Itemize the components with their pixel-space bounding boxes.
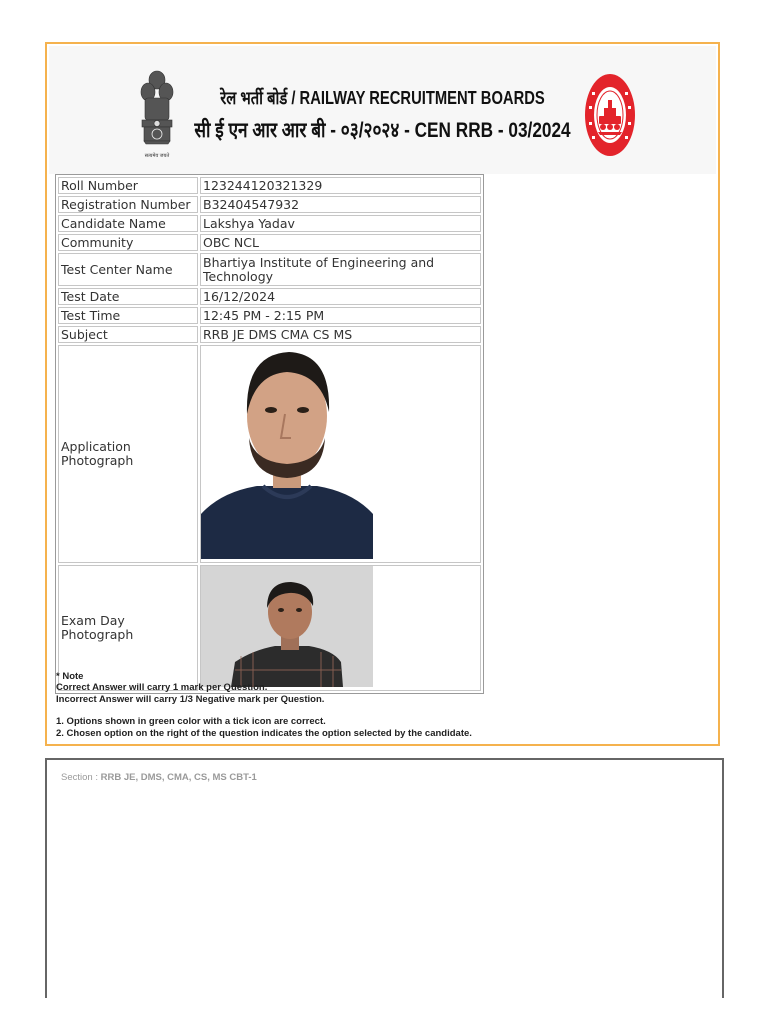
- row-label: Community: [58, 234, 198, 251]
- notes-line: Correct Answer will carry 1 mark per Question.: [56, 682, 268, 694]
- emblem-motto: सत्यमेव जयते: [144, 153, 170, 159]
- header-banner: [49, 46, 716, 174]
- row-label: Registration Number: [58, 196, 198, 213]
- notes-line: Incorrect Answer will carry 1/3 Negative mark per Question.: [56, 693, 325, 705]
- section-label: Section :: [61, 772, 98, 783]
- application-photo-label: Application Photograph: [58, 345, 198, 563]
- table-row: [58, 234, 481, 251]
- section-name: RRB JE, DMS, CMA, CS, MS CBT-1: [100, 772, 257, 783]
- subject-value: RRB JE DMS CMA CS MS: [200, 326, 481, 343]
- candidate-details-table: [55, 174, 484, 694]
- table-row: [58, 288, 481, 305]
- section-title: [61, 772, 257, 783]
- row-label: Test Time: [58, 307, 198, 324]
- notes-heading: * Note: [56, 671, 84, 682]
- row-label: Candidate Name: [58, 215, 198, 232]
- table-row: [58, 326, 481, 343]
- table-row: [58, 215, 481, 232]
- test-time-value: 12:45 PM - 2:15 PM: [200, 307, 481, 324]
- header-title-line2: सी ई एन आर आर बी - ०३/२०२४ - CEN RRB - 03/2024: [194, 119, 571, 142]
- community-value: OBC NCL: [200, 234, 481, 251]
- header-title-line1: रेल भर्ती बोर्ड / RAILWAY RECRUITMENT BOARDS: [220, 88, 545, 108]
- row-label: Test Date: [58, 288, 198, 305]
- row-label: Roll Number: [58, 177, 198, 194]
- exam-day-photo: [201, 566, 373, 687]
- test-date-value: 16/12/2024: [200, 288, 481, 305]
- table-row: [58, 307, 481, 324]
- row-label: Subject: [58, 326, 198, 343]
- table-row: [58, 253, 481, 286]
- roll-number-value: 123244120321329: [200, 177, 481, 194]
- registration-number-value: B32404547932: [200, 196, 481, 213]
- exam-day-photo-label: Exam Day Photograph: [58, 565, 198, 691]
- notes-block: [56, 671, 472, 739]
- test-center-value: Bhartiya Institute of Engineering and Technology: [200, 253, 481, 286]
- indian-railways-logo-icon: [584, 72, 636, 158]
- row-label: Test Center Name: [58, 253, 198, 286]
- table-row: [58, 177, 481, 194]
- score-card: [45, 42, 720, 746]
- application-photo-cell: [200, 345, 481, 563]
- notes-line: 1. Options shown in green color with a tick icon are correct.: [56, 716, 326, 728]
- notes-line: 2. Chosen option on the right of the question indicates the option selected by the candidate.: [56, 727, 472, 739]
- candidate-name-value: Lakshya Yadav: [200, 215, 481, 232]
- table-row: [58, 196, 481, 213]
- application-photo: [201, 346, 373, 559]
- section-card: [45, 758, 724, 998]
- table-row: [58, 345, 481, 563]
